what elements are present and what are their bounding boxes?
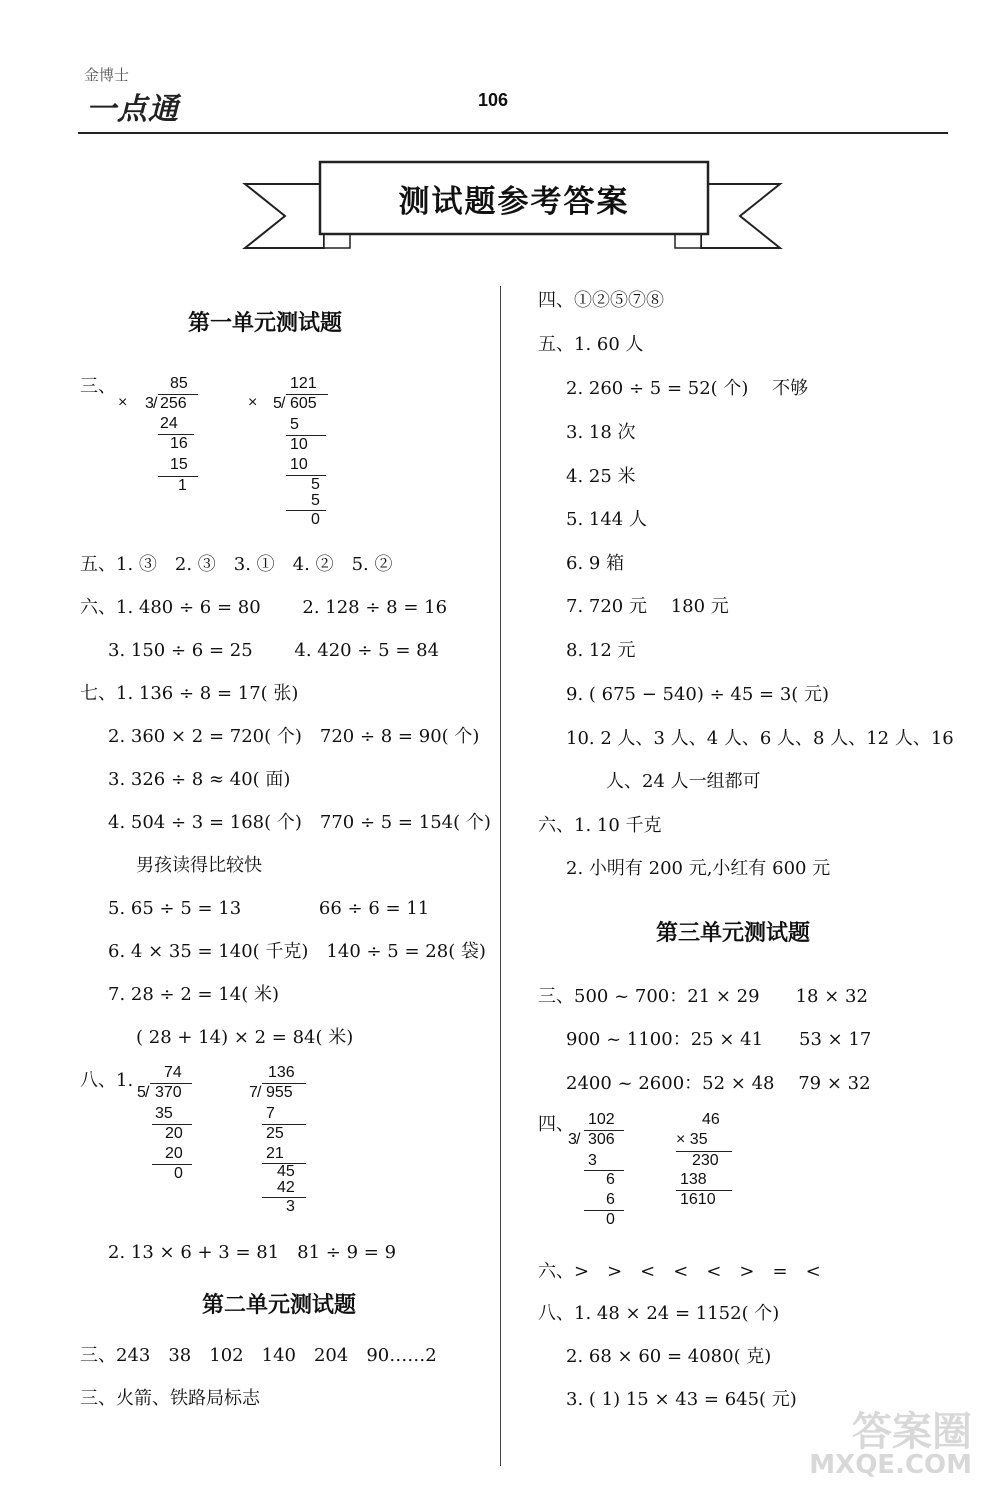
divisor: 5: [273, 395, 282, 412]
quotient: 85: [170, 375, 188, 392]
times-sign: ×: [118, 394, 128, 411]
dividend: 306: [588, 1131, 615, 1148]
r-section5-line9: 9. ( 675 − 540) ÷ 45 = 3( 元): [566, 684, 830, 705]
remainder: 1: [178, 477, 187, 494]
step: 45: [277, 1163, 295, 1180]
divisor: 3: [145, 395, 154, 412]
u1-section7-line1: 七、1. 136 ÷ 8 = 17( 张): [80, 683, 299, 704]
divisor: 3: [568, 1131, 577, 1148]
dividend: 370: [155, 1084, 182, 1101]
u2-section2: 三、火箭、铁路局标志: [80, 1388, 260, 1409]
step: 10: [290, 456, 308, 473]
u1-section8-line2: 2. 13 × 6 + 3 = 81 81 ÷ 9 = 9: [108, 1242, 397, 1263]
r-section5-line1: 五、1. 60 人: [538, 334, 644, 355]
step: 7: [266, 1105, 275, 1122]
step: 6: [606, 1171, 615, 1188]
step: 20: [165, 1125, 183, 1142]
u1-section7-line4: 4. 504 ÷ 3 = 168( 个) 770 ÷ 5 = 154( 个): [108, 812, 491, 833]
step: 6: [606, 1191, 615, 1208]
unit1-title: 第一单元测试题: [188, 311, 343, 336]
r-section5-line6: 6. 9 箱: [566, 553, 625, 574]
multiplicand: 46: [702, 1111, 720, 1128]
r-section5-line8: 8. 12 元: [566, 640, 636, 661]
divisor: 5: [137, 1084, 146, 1101]
u1-section7-line7: 7. 28 ÷ 2 = 14( 米): [108, 984, 279, 1005]
u1-section6-line2: 3. 150 ÷ 6 = 25 4. 420 ÷ 5 = 84: [108, 640, 440, 661]
u1-section8-label: 八、1.: [80, 1070, 134, 1091]
step: 5: [311, 476, 320, 493]
step: 5: [290, 416, 299, 433]
step: 25: [266, 1125, 284, 1142]
u1-section7-line3: 3. 326 ÷ 8 ≈ 40( 面): [108, 769, 291, 790]
r-section6-line2: 2. 小明有 200 元,小红有 600 元: [566, 858, 831, 879]
product: 1610: [680, 1191, 716, 1208]
times-sign: ×: [248, 394, 258, 411]
r-section5-line10: 10. 2 人、3 人、4 人、6 人、8 人、12 人、16: [566, 728, 954, 749]
remainder: 0: [311, 511, 320, 528]
dividend: 256: [160, 395, 187, 412]
quotient: 121: [290, 375, 317, 392]
u1-section6-line1: 六、1. 480 ÷ 6 = 80 2. 128 ÷ 8 = 16: [80, 597, 448, 618]
unit2-title: 第二单元测试题: [202, 1293, 357, 1318]
quotient: 74: [164, 1064, 182, 1081]
u3-section1-line1: 三、500 ~ 700：21 × 29 18 × 32: [538, 986, 868, 1007]
step: 10: [290, 436, 308, 453]
logo-subtitle: 金博士: [84, 66, 130, 84]
watermark-url: MXQE.COM: [809, 1450, 972, 1480]
step: 21: [266, 1145, 284, 1162]
u1-section7-line4b: 男孩读得比较快: [136, 855, 262, 876]
logo: 一点通: [86, 92, 179, 127]
r-section5-line5: 5. 144 人: [566, 509, 647, 530]
u3-section8-line3: 3. ( 1) 15 × 43 = 645( 元): [566, 1389, 797, 1410]
dividend: 955: [266, 1084, 293, 1101]
u3-section1-line2: 900 ~ 1100：25 × 41 53 × 17: [566, 1029, 872, 1050]
page-number: 106: [478, 90, 509, 110]
divisor: 7: [249, 1084, 258, 1101]
u3-section8-line1: 八、1. 48 × 24 = 1152( 个): [538, 1303, 780, 1324]
quotient: 102: [588, 1111, 615, 1128]
u1-section7-line7b: ( 28 + 14) × 2 = 84( 米): [136, 1027, 354, 1048]
step: 5: [311, 492, 320, 509]
u3-section8-line2: 2. 68 × 60 = 4080( 克): [566, 1346, 772, 1367]
u1-section7-line6: 6. 4 × 35 = 140( 千克) 140 ÷ 5 = 28( 袋): [108, 941, 486, 962]
header-rule: [78, 132, 948, 134]
u2-section1: 三、243 38 102 140 204 90……2: [80, 1345, 437, 1366]
partial-product: 138: [680, 1171, 707, 1188]
banner-title: 测试题参考答案: [398, 184, 630, 220]
multiplier: × 35: [676, 1131, 708, 1148]
u3-section4-label: 四、: [538, 1114, 574, 1135]
step: 24: [160, 415, 178, 432]
column-divider: [500, 286, 501, 1466]
remainder: 0: [606, 1211, 615, 1228]
step: 35: [155, 1105, 173, 1122]
remainder: 0: [174, 1165, 183, 1182]
r-section5-line4: 4. 25 米: [566, 466, 636, 487]
r-section5-line10b: 人、24 人一组都可: [606, 771, 761, 792]
quotient: 136: [268, 1064, 295, 1081]
r-section4: 四、①②⑤⑦⑧: [538, 290, 664, 311]
r-section5-line3: 3. 18 次: [566, 422, 636, 443]
u1-section3-label: 三、: [80, 376, 116, 397]
watermark-logo: 答案圈: [852, 1409, 972, 1455]
u1-section7-line2: 2. 360 × 2 = 720( 个) 720 ÷ 8 = 90( 个): [108, 726, 480, 747]
u3-section1-line3: 2400 ~ 2600：52 × 48 79 × 32: [566, 1073, 871, 1094]
dividend: 605: [290, 395, 317, 412]
partial-product: 230: [692, 1152, 719, 1169]
step: 3: [588, 1152, 597, 1169]
r-section5-line2: 2. 260 ÷ 5 = 52( 个) 不够: [566, 378, 809, 399]
step: 20: [165, 1145, 183, 1162]
step: 16: [170, 435, 188, 452]
u1-section5: 五、1. ③ 2. ③ 3. ① 4. ② 5. ②: [80, 554, 393, 575]
remainder: 3: [286, 1198, 295, 1215]
step: 15: [170, 456, 188, 473]
step: 42: [277, 1179, 295, 1196]
r-section5-line7: 7. 720 元 180 元: [566, 596, 729, 617]
u1-section7-line5: 5. 65 ÷ 5 = 13 66 ÷ 6 = 11: [108, 898, 430, 919]
unit3-title: 第三单元测试题: [656, 921, 811, 946]
r-section6-line1: 六、1. 10 千克: [538, 815, 662, 836]
u3-section6: 六、> > < < < > = <: [538, 1261, 821, 1282]
